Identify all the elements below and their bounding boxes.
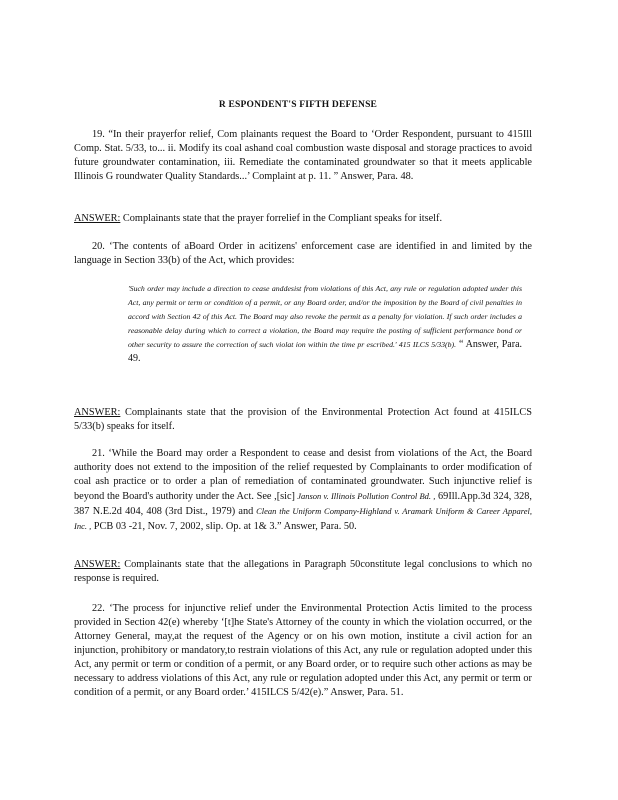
paragraph-21-text-end: PCB 03 -21, Nov. 7, 2002, slip. Op. at 1& 3.” Answer, Para. 50. bbox=[91, 521, 357, 532]
block-quote-citation: “ Answer, Para. 49. bbox=[128, 339, 523, 364]
case-citation-clean-uniform: Clean the Uniform Company-Highland v. Aramark Uniform & Career Apparel, Inc. , bbox=[74, 506, 532, 531]
answer-21 bbox=[74, 558, 532, 586]
paragraph-22-text: 22. ‘The process for injunctive relief under the Environmental Protection Actis limited to the process provided in Section 42(e) whereby ‘[t]he State's Attorney of the county in which the violation occurred, or the Attorney General, may,at the request of the Agency or on his own motion, institute a civil action for an injunction, prohibitory or mandatory,to restrain violations of this Act, any rule or regulation adopted under this Act, any permit or term or condition of a permit, or any Board order, or to require such other actions as may be necessary to address violations of this Act, any rule or regulation adopted under this Act, any permit or term or condition of a permit, or any Board order.’ 415ILCS 5/42(e).” Answer, Para. 51. bbox=[74, 603, 532, 698]
answer-19 bbox=[74, 212, 532, 226]
paragraph-21 bbox=[74, 447, 532, 534]
paragraph-19 bbox=[74, 128, 532, 184]
paragraph-20 bbox=[74, 240, 532, 268]
paragraph-21-text: 21. ‘While the Board may order a Respondent to cease and desist from violations of the Act, the Board authority does not extend to the imposition of the relief requested by Complainants to order modification of coal ash practice or to order a plan of remediation of contaminated groundwater. Such injunctive relief is beyond the Board's authority under the Act. See ,[sic] bbox=[74, 448, 532, 502]
block-quote-section-33b bbox=[128, 282, 522, 366]
case-citation-janson: Janson v. Illinois Pollution Control Bd. , bbox=[295, 491, 436, 501]
answer-20-text: Complainants state that the provision of the Environmental Protection Act found at 415ILCS 5/33(b) speaks for itself. bbox=[74, 407, 532, 432]
block-quote-text: 'Such order may include a direction to cease anddesist from violations of this Act, any rule or regulation adopted under this Act, any permit or term or condition of a permit, or any Board order, and/or the imposition by the Board of civil penalties in accord with Section 42 of this Act. The Board may also revoke the permit as a penalty for violation. If such order includes a reasonable delay during which to correct a violation, the Board may require the posting of sufficient performance bond or other security to assure the correction of such violat ion within the time pr escribed.' 415 ILCS 5/33(b). bbox=[128, 284, 522, 349]
answer-label: ANSWER: bbox=[74, 213, 121, 224]
paragraph-19-text: 19. “In their prayerfor relief, Com plainants request the Board to ‘Order Respondent, pursuant to 415Ill Comp. Stat. 5/33, to... ii. Modify its coal ashand coal combustion waste disposal and storage practices to avoid future groundwater contamination, iii. Remediate the contaminated groundwater so that it meets applicable Illinois G roundwater Quality Standards...’ Complaint at p. 11. ” Answer, Para. 48. bbox=[74, 129, 532, 182]
answer-label: ANSWER: bbox=[74, 559, 121, 570]
paragraph-21-text-cont: 69Ill.App.3d 324, 328, 387 N.E.2d 404, 408 (3rd Dist., 1979) and bbox=[74, 491, 532, 517]
answer-21-text: Complainants state that the allegations in Paragraph 50constitute legal conclusions to which no response is required. bbox=[74, 559, 532, 584]
answer-label: ANSWER: bbox=[74, 407, 121, 418]
paragraph-22 bbox=[74, 602, 532, 700]
answer-20 bbox=[74, 406, 532, 434]
paragraph-20-text: 20. ‘The contents of aBoard Order in acitizens' enforcement case are identified in and limited by the language in Section 33(b) of the Act, which provides: bbox=[74, 241, 532, 266]
section-heading: R ESPONDENT'S FIFTH DEFENSE bbox=[218, 100, 378, 110]
answer-19-text: Complainants state that the prayer forrelief in the Compliant speaks for itself. bbox=[120, 213, 443, 224]
